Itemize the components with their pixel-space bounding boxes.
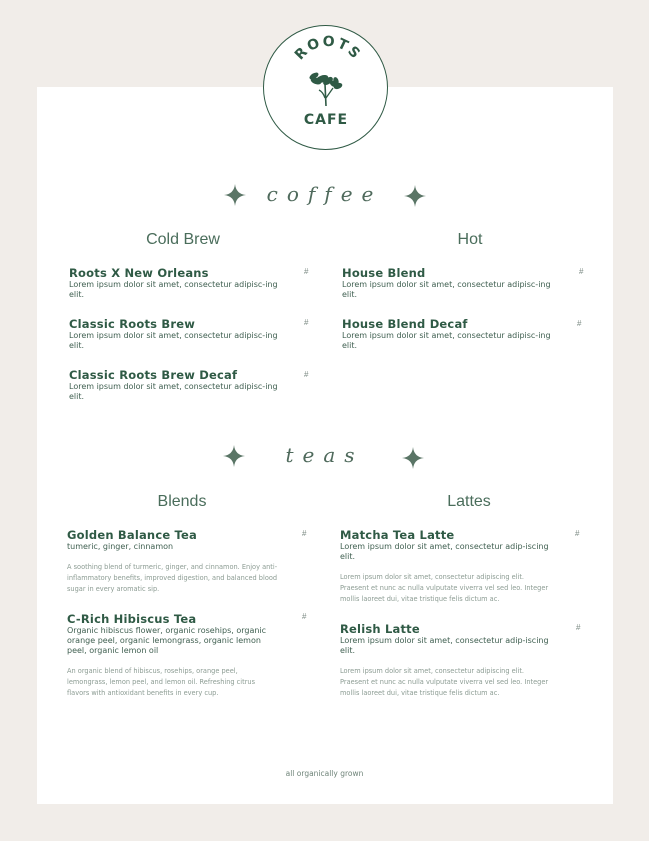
menu-item [69, 368, 281, 402]
logo-artwork [264, 26, 387, 149]
item-price: # [576, 623, 581, 632]
item-price: # [302, 612, 307, 621]
section-title-coffee: coffee [266, 182, 383, 206]
svg-text:ROOTS [292, 34, 364, 64]
menu-item [67, 528, 282, 595]
item-name: Classic Roots Brew [69, 317, 196, 331]
item-name: Roots X New Orleans [69, 266, 209, 280]
column-title-blends: Blends [157, 493, 207, 510]
item-price: # [577, 319, 582, 328]
item-name: C-Rich Hibiscus Tea [67, 612, 197, 626]
column-title-lattes: Lattes [447, 493, 491, 510]
item-price: # [575, 529, 580, 538]
menu-item [69, 317, 281, 351]
menu-item [69, 266, 281, 300]
item-name: House Blend [342, 266, 426, 280]
item-description: Lorem ipsum dolor sit amet, consectetur adipisc-ing elit. [69, 382, 278, 401]
menu-item [67, 612, 279, 699]
column-title-cold-brew: Cold Brew [146, 231, 220, 248]
logo-bottom-text: CAFE [303, 112, 349, 128]
item-price: # [579, 267, 584, 276]
logo-top-text: ROOTS [291, 33, 365, 64]
item-name: House Blend Decaf [342, 317, 468, 331]
item-description: Lorem ipsum dolor sit amet, consectetur adip-iscing elit. [340, 636, 549, 655]
menu-item [342, 317, 554, 351]
item-name: Classic Roots Brew Decaf [69, 368, 238, 382]
item-description: tumeric, ginger, cinnamon [67, 542, 174, 551]
item-name: Matcha Tea Latte [340, 528, 455, 542]
section-title-teas: teas [285, 443, 364, 467]
cafe-logo [263, 25, 388, 150]
menu-item [340, 622, 552, 699]
item-description: Lorem ipsum dolor sit amet, consectetur adipisc-ing elit. [342, 280, 551, 299]
footer-tagline: all organically grown [285, 769, 364, 778]
item-note: Lorem ipsum dolor sit amet, consectetur adipiscing elit. Praesent et nunc ac nulla vulputate viverra vel sed leo. Integer mollis laoreet dui, vitae tristique felis dictum ac. [340, 667, 549, 697]
item-price: # [304, 318, 309, 327]
item-description: Organic hibiscus flower, organic rosehips, organic orange peel, organic lemongrass, organic lemon peel, organic lemon oil [67, 626, 267, 655]
item-description: Lorem ipsum dolor sit amet, consectetur adipisc-ing elit. [342, 331, 551, 350]
sparkle-icon [402, 447, 424, 469]
flower-icon [309, 72, 343, 106]
menu-item [340, 528, 552, 605]
item-note: An organic blend of hibiscus, rosehips, orange peel, lemongrass, lemon peel, and lemon oil. Refreshing citrus flavors with antioxidant benefits in every cup. [67, 667, 256, 697]
item-note: A soothing blend of turmeric, ginger, and cinnamon. Enjoy anti-inflammatory benefits, improved digestion, and balanced blood sugar in every aromatic sip. [67, 563, 278, 593]
item-description: Lorem ipsum dolor sit amet, consectetur adipisc-ing elit. [69, 331, 278, 350]
menu-item [342, 266, 554, 300]
sparkle-icon [404, 185, 426, 207]
item-name: Relish Latte [340, 622, 420, 636]
item-note: Lorem ipsum dolor sit amet, consectetur adipiscing elit. Praesent et nunc ac nulla vulputate viverra vel sed leo. Integer mollis laoreet dui, vitae tristique felis dictum ac. [340, 573, 549, 603]
item-price: # [302, 529, 307, 538]
item-price: # [304, 370, 309, 379]
item-description: Lorem ipsum dolor sit amet, consectetur adip-iscing elit. [340, 542, 549, 561]
item-name: Golden Balance Tea [67, 528, 198, 542]
column-title-hot: Hot [457, 231, 483, 248]
item-price: # [304, 267, 309, 276]
item-description: Lorem ipsum dolor sit amet, consectetur adipisc-ing elit. [69, 280, 278, 299]
